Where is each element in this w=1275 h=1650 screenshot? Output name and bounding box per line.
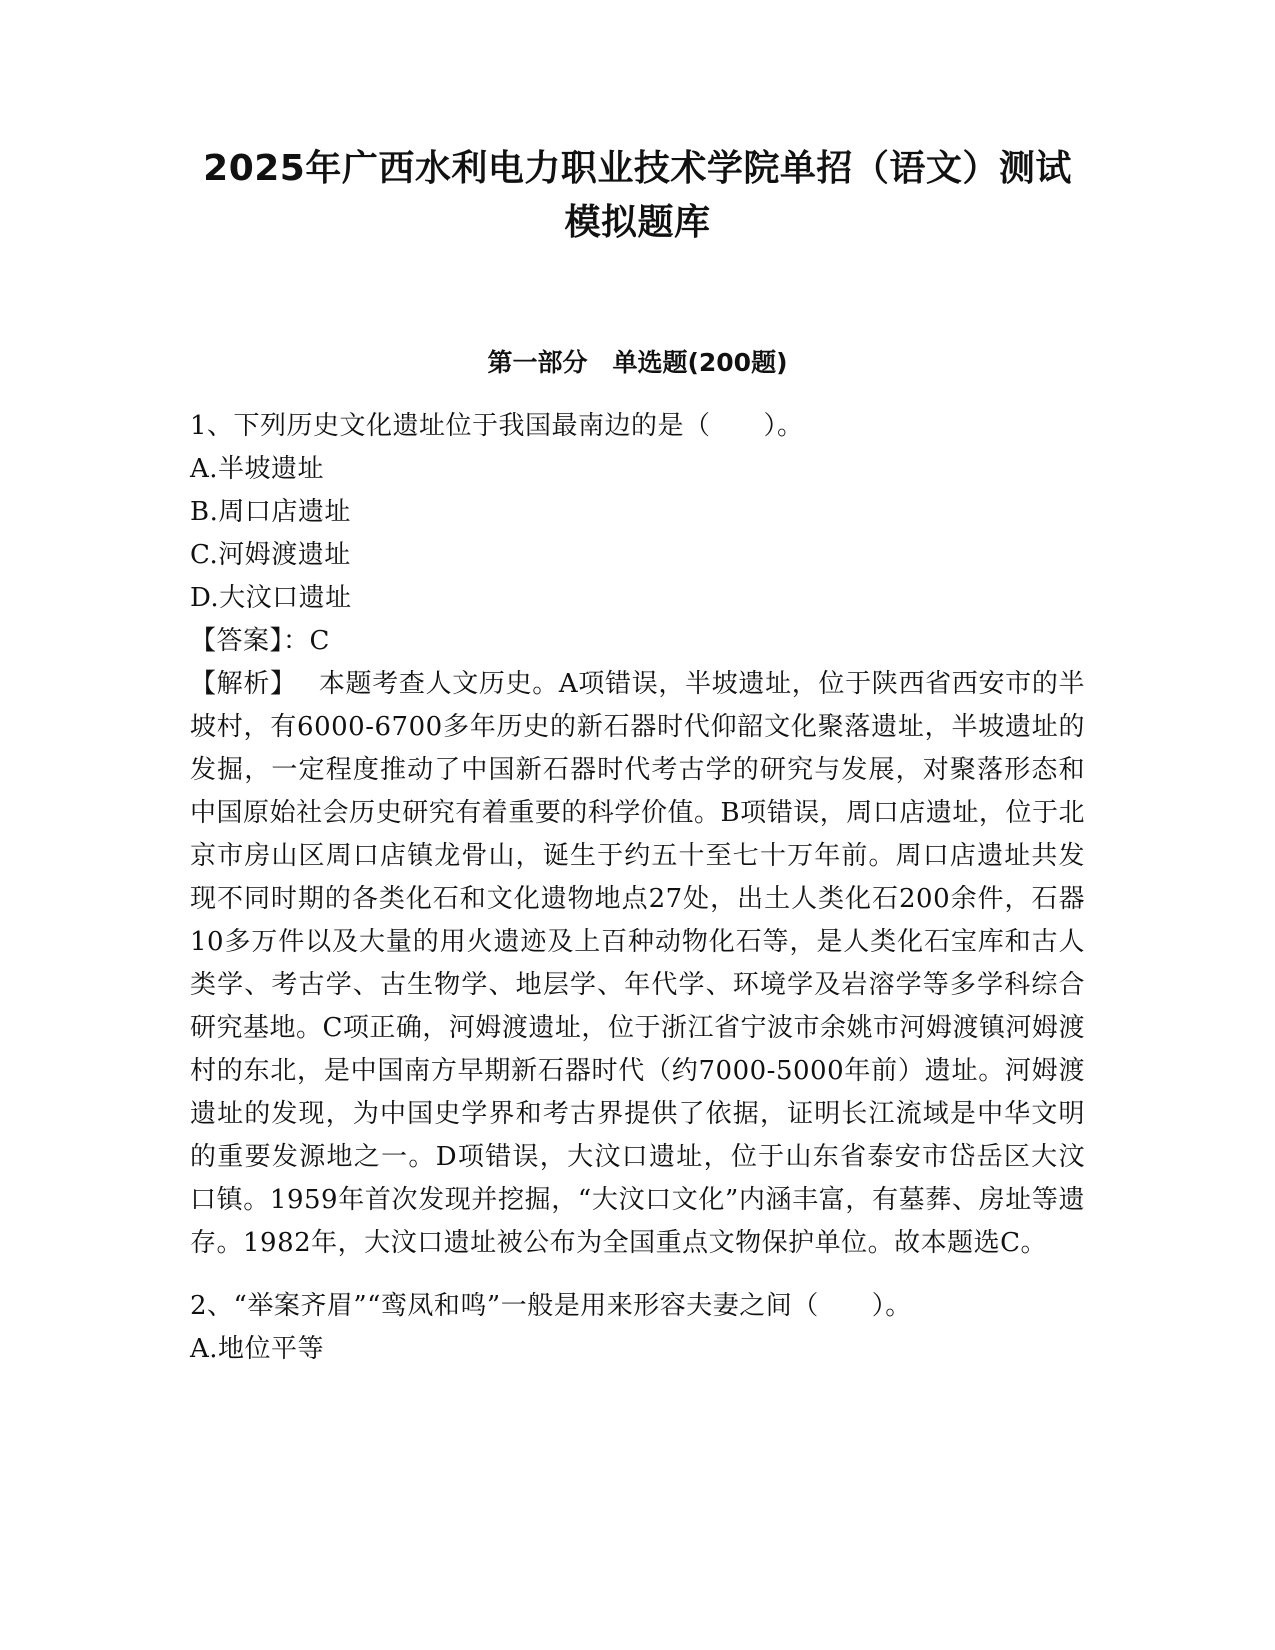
answer-line xyxy=(190,620,1085,663)
option-a: A.半坡遗址 xyxy=(190,454,325,484)
explanation-text: 本题考查人文历史。A项错误，半坡遗址，位于陕西省西安市的半坡村，有6000-6700多年历史的新石器时代仰韶文化聚落遗址，半坡遗址的发掘，一定程度推动了中国新石器时代考古学的研究与发展，对聚落形态和中国原始社会历史研究有着重要的科学价值。B项错误，周口店遗址，位于北京市房山区周口店镇龙骨山，诞生于约五十至七十万年前。周口店遗址共发现不同时期的各类化石和文化遗物地点27处，出土人类化石200余件，石器10多万件以及大量的用火遗迹及上百种动物化石等，是人类化石宝库和古人类学、考古学、古生物学、地层学、年代学、环境学及岩溶学等多学科综合研究基地。C项正确，河姆渡遗址，位于浙江省宁波市余姚市河姆渡镇河姆渡村的东北，是中国南方早期新石器时代（约7000-5000年前）遗址。河姆渡遗址的发现，为中国史学界和考古界提供了依据，证明长江流域是中华文明的重要发源地之一。D项错误，大汶口遗址，位于山东省泰安市岱岳区大汶口镇。1959年首次发现并挖掘，“大汶口文化”内涵丰富，有墓葬、房址等遗存。1982年，大汶口遗址被公布为全国重点文物保护单位。故本题选C。 xyxy=(190,669,1085,1258)
title-line-1: 2025年广西水利电力职业技术学院单招（语文）测试 xyxy=(203,148,1072,189)
option-c: C.河姆渡遗址 xyxy=(190,540,351,570)
option-d: D.大汶口遗址 xyxy=(190,583,352,613)
question-stem: 1、下列历史文化遗址位于我国最南边的是（ ）。 xyxy=(190,411,804,441)
option-b: B.周口店遗址 xyxy=(190,497,351,527)
question-1 xyxy=(190,405,1085,1265)
explanation xyxy=(190,663,1085,1265)
explanation-label: 【解析】 xyxy=(190,669,297,699)
answer-value: C xyxy=(309,626,330,656)
question-list xyxy=(190,405,1085,1371)
section-title: 第一部分 单选题(200题) xyxy=(487,348,788,377)
question-2 xyxy=(190,1285,1085,1371)
answer-label: 【答案】： xyxy=(190,626,310,656)
question-stem: 2、“举案齐眉”“鸾凤和鸣”一般是用来形容夫妻之间（ ）。 xyxy=(190,1291,912,1321)
document-title xyxy=(150,142,1125,250)
option-a: A.地位平等 xyxy=(190,1334,325,1364)
title-line-2: 模拟题库 xyxy=(564,202,711,243)
